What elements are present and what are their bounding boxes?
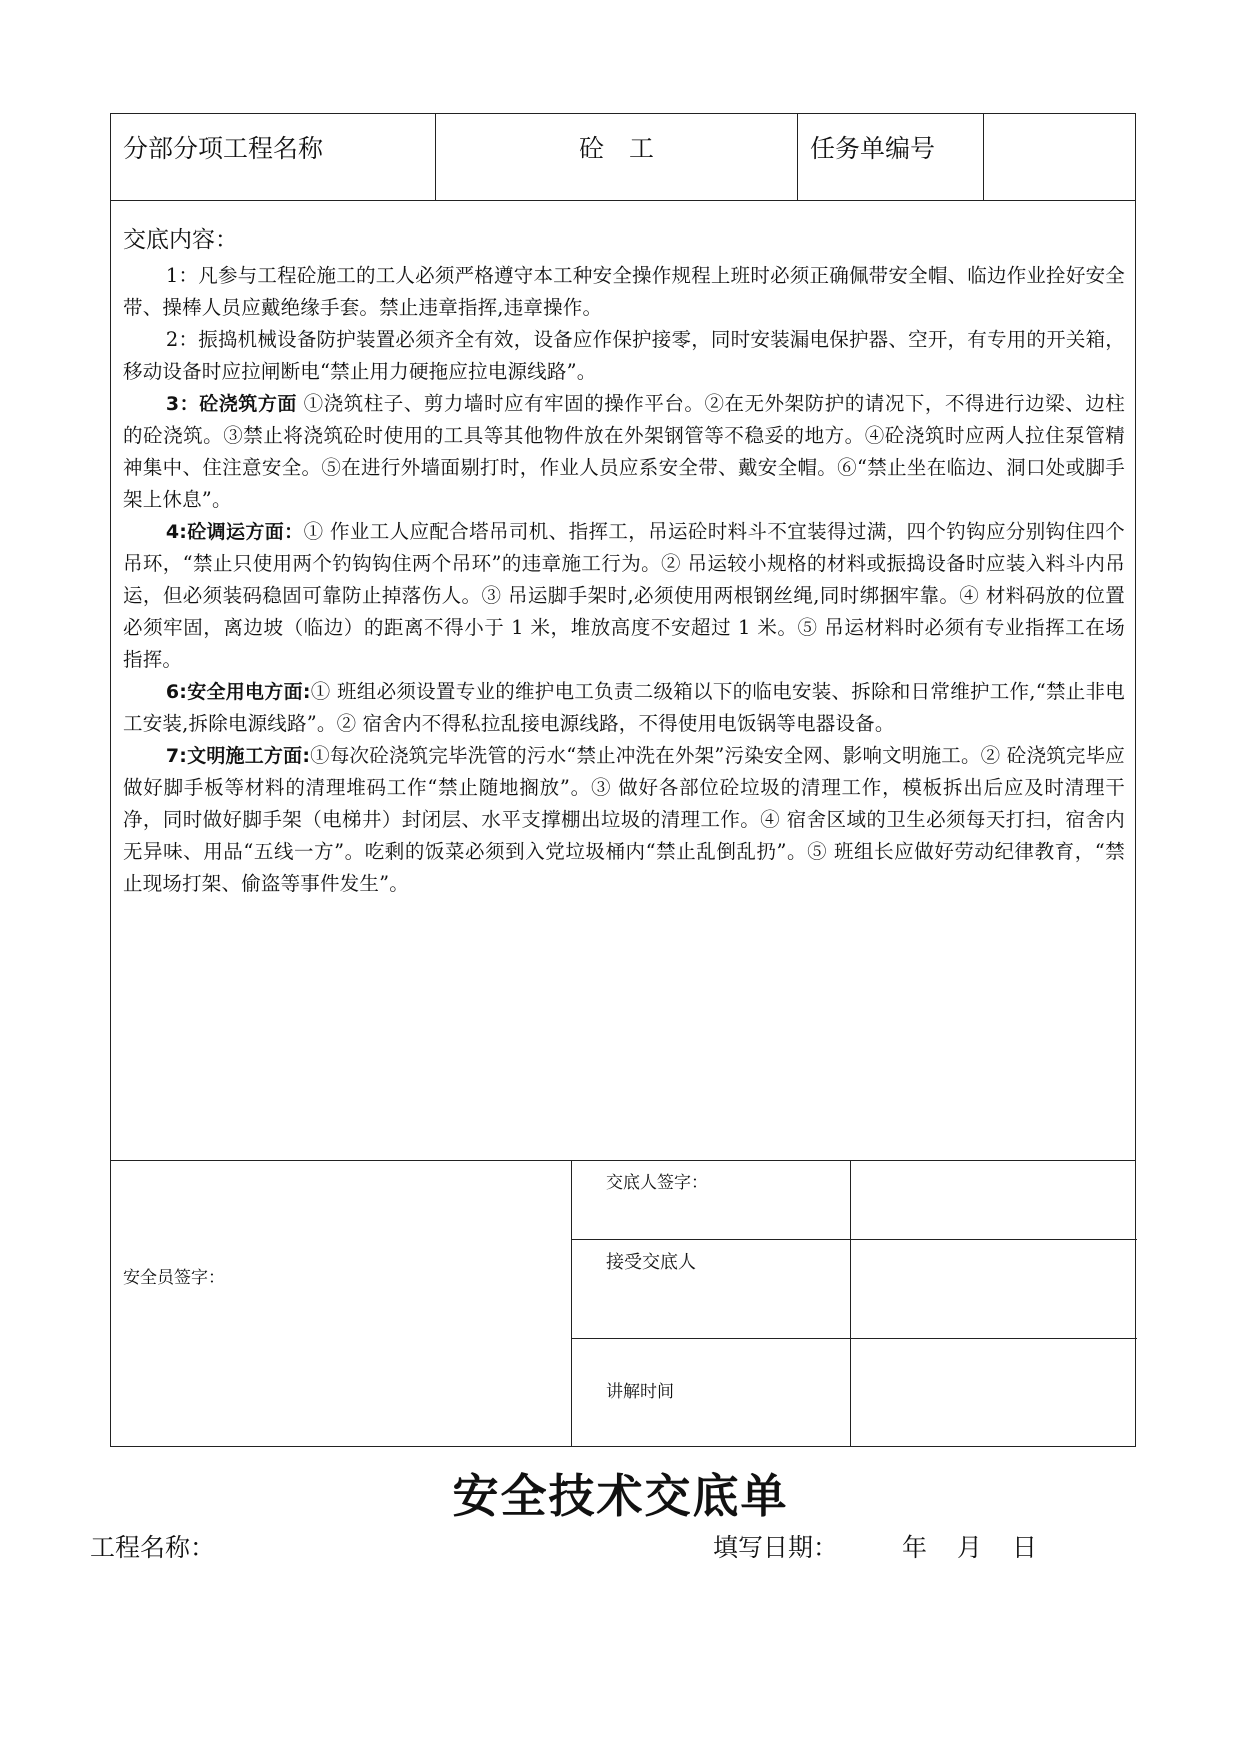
fill-date-label: 填写日期：: [713, 1533, 839, 1562]
disclosure-content: [111, 201, 1135, 1161]
receiver-label: 接受交底人: [572, 1240, 851, 1338]
paragraph-lead: 3：砼浇筑方面: [165, 393, 297, 415]
paragraph-text: 振捣机械设备防护装置必须齐全有效，设备应作保护接零，同时安装漏电保护器、空开，有专用的开关箱，移动设备时应拉闸断电“禁止用力硬拖应拉电源线路”。: [123, 328, 1125, 383]
paragraph-7: [123, 740, 1125, 900]
time-row: [572, 1339, 1137, 1446]
paragraph-text: ①浇筑柱子、剪力墙时应有牢固的操作平台。②在无外架防护的请况下，不得进行边梁、边柱的砼浇筑。③禁止将浇筑砼时使用的工具等其他物件放在外架钢管等不稳妥的地方。④砼浇筑时应两人拉住泵管精神集中、住注意安全。⑤在进行外墙面剔打时，作业人员应系安全带、戴安全帽。⑥“禁止坐在临边、洞口处或脚手架上休息”。: [123, 392, 1125, 511]
presenter-signature-field[interactable]: [851, 1161, 1137, 1239]
task-number-value: [984, 114, 1135, 200]
paragraph-1: [123, 260, 1125, 324]
paragraph-lead: 7:文明施工方面:: [165, 745, 311, 767]
paragraph-lead: 4:砼调运方面：: [165, 521, 304, 543]
paragraph-lead: 1：: [165, 264, 199, 287]
presenter-label: 交底人签字：: [572, 1161, 851, 1239]
signature-section: [111, 1161, 1135, 1446]
task-number-label: 任务单编号: [798, 114, 984, 200]
item-name-label: 分部分项工程名称: [111, 114, 436, 200]
receiver-row: [572, 1240, 1137, 1339]
paragraph-lead: 2：: [165, 328, 199, 351]
paragraph-lead: 6:安全用电方面:: [165, 681, 311, 703]
date-fields: [902, 1528, 1067, 1564]
safety-officer-label: 安全员签字：: [123, 1268, 225, 1288]
year-label: 年: [902, 1533, 928, 1562]
project-name-label: 工程名称：: [90, 1533, 216, 1562]
paragraph-text: ① 班组必须设置专业的维护电工负责二级箱以下的临电安装、拆除和日常维护工作,“禁止非电工安装,拆除电源线路”。② 宿舍内不得私拉乱接电源线路，不得使用电饭锅等电器设备。: [123, 680, 1125, 735]
paragraph-2: [123, 324, 1125, 388]
month-label: 月: [957, 1533, 983, 1562]
paragraph-text: ①每次砼浇筑完毕洗管的污水“禁止冲洗在外架”污染安全网、影响文明施工。② 砼浇筑完毕应做好脚手板等材料的清理堆码工作“禁止随地搁放”。③ 做好各部位砼垃圾的清理工作，模板拆出后应及时清理干净，同时做好脚手架（电梯井）封闭层、水平支撑棚出垃圾的清理工作。④ 宿舍区域的卫生必须每天打扫，宿舍内无异味、用品“五线一方”。吃剩的饭菜必须到入党垃圾桶内“禁止乱倒乱扔”。⑤ 班组长应做好劳动纪律教育，“禁止现场打架、偷盗等事件发生”。: [123, 744, 1125, 895]
paragraph-text: 凡参与工程砼施工的工人必须严格遵守本工种安全操作规程上班时必须正确佩带安全帽、临边作业拴好安全带、操棒人员应戴绝缘手套。禁止违章指挥,违章操作。: [123, 264, 1125, 319]
time-field[interactable]: [851, 1339, 1137, 1446]
content-heading: 交底内容：: [123, 227, 238, 253]
paragraph-6: [123, 676, 1125, 740]
time-label: 讲解时间: [572, 1339, 851, 1446]
safety-officer-cell[interactable]: [111, 1161, 572, 1446]
paragraph-3: [123, 388, 1125, 516]
disclosure-table: [110, 113, 1136, 1447]
item-name-value: 砼 工: [436, 114, 798, 200]
header-row: [111, 114, 1135, 201]
day-label: 日: [1012, 1533, 1038, 1562]
presenter-row: [572, 1161, 1137, 1240]
paragraph-text: ① 作业工人应配合塔吊司机、指挥工，吊运砼时料斗不宜装得过满，四个钓钩应分别钩住四个吊环，“禁止只使用两个钓钩钩住两个吊环”的违章施工行为。② 吊运较小规格的材料或振捣设备时应装入料斗内吊运，但必须装码稳固可靠防止掉落伤人。③ 吊运脚手架时,必须使用两根钢丝绳,同时绑捆牢靠。④ 材料码放的位置必须牢固，离边坡（临边）的距离不得小于 1 米，堆放高度不安超过 1 米。⑤ 吊运材料时必须有专业指挥工在场指挥。: [123, 520, 1125, 671]
receiver-signature-field[interactable]: [851, 1240, 1137, 1338]
paragraph-4: [123, 516, 1125, 676]
document-title: 安全技术交底单: [452, 1469, 789, 1523]
